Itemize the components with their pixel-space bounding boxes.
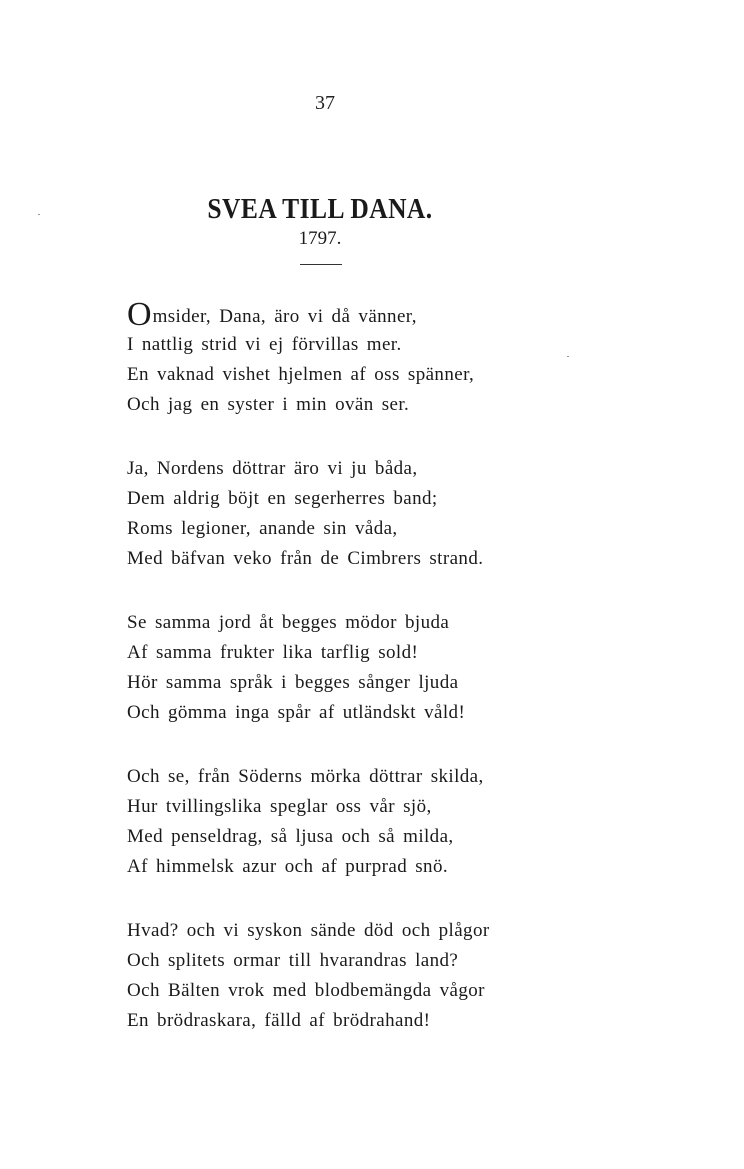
poem-line: Hur tvillingslika speglar oss vår sjö,: [127, 796, 432, 817]
paper-speck: [38, 214, 40, 215]
title-divider: [300, 264, 342, 265]
poem-line: En brödraskara, fälld af brödrahand!: [127, 1010, 431, 1031]
poem-line: Och jag en syster i min ovän ser.: [127, 394, 410, 415]
poem-line: Af himmelsk azur och af purprad snö.: [127, 856, 449, 877]
poem-line: Och splitets ormar till hvarandras land?: [127, 950, 459, 971]
poem-line: Roms legioner, anande sin våda,: [127, 518, 398, 539]
poem-line-first: [127, 296, 527, 333]
stanza: [127, 454, 527, 574]
poem-line: I nattlig strid vi ej förvillas mer.: [127, 334, 402, 355]
poem-line: Af samma frukter lika tarflig sold!: [127, 642, 419, 663]
stanza: [127, 916, 527, 1036]
poem-line: Hvad? och vi syskon sände död och plågor: [127, 920, 490, 941]
poem-line: Och Bälten vrok med blodbemängda vågor: [127, 980, 485, 1001]
stanza: [127, 762, 527, 882]
poem-line: Och gömma inga spår af utländskt våld!: [127, 702, 466, 723]
first-line-text: msider, Dana, äro vi då vänner,: [152, 306, 417, 327]
poem-line: Och se, från Söderns mörka döttrar skilda,: [127, 766, 484, 787]
page-number: 37: [315, 92, 335, 114]
poem-title: SVEA TILL DANA.: [207, 193, 433, 225]
stanza: [127, 608, 527, 728]
poem-body: [127, 296, 527, 1070]
poem-year: 1797.: [298, 228, 342, 249]
poem-line: Dem aldrig böjt en segerherres band;: [127, 488, 438, 509]
poem-line: Se samma jord åt begges mödor bjuda: [127, 612, 450, 633]
stanza: [127, 296, 527, 420]
poem-line: Hör samma språk i begges sånger ljuda: [127, 672, 459, 693]
poem-line: En vaknad vishet hjelmen af oss spänner,: [127, 364, 475, 385]
drop-cap: O: [127, 296, 152, 333]
poem-line: Ja, Nordens döttrar äro vi ju båda,: [127, 458, 418, 479]
poem-line: Med penseldrag, så ljusa och så milda,: [127, 826, 454, 847]
paper-speck: [567, 356, 569, 357]
poem-line: Med bäfvan veko från de Cimbrers strand.: [127, 548, 484, 569]
